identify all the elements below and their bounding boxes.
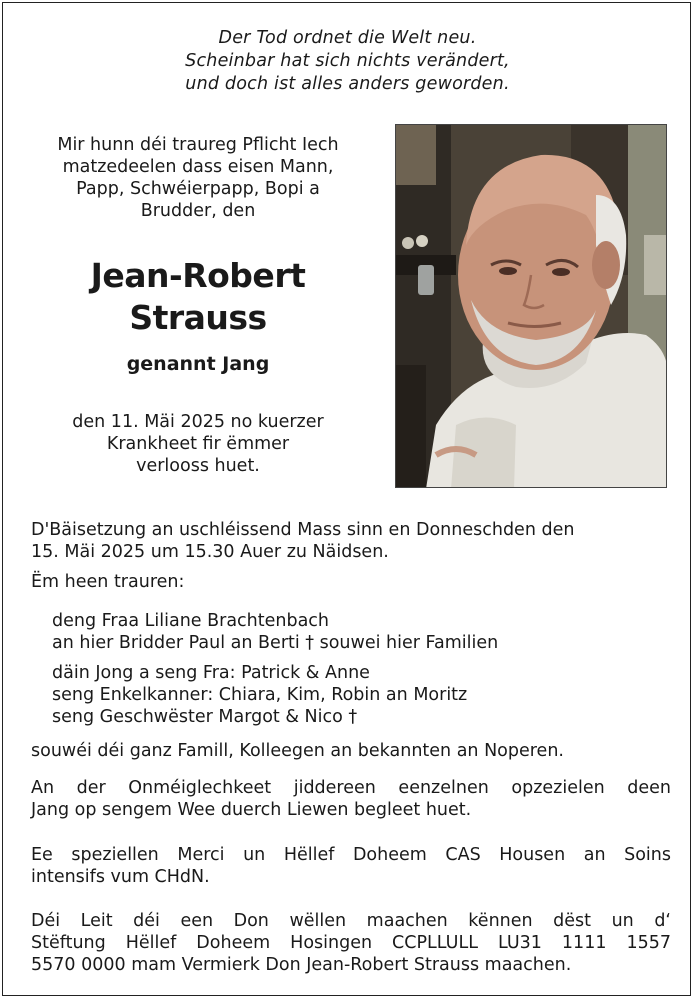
intro-text bbox=[14, 134, 382, 222]
deceased-first-name: Jean-Robert bbox=[90, 256, 306, 295]
motto-line: Scheinbar hat sich nichts verändert, bbox=[185, 51, 510, 71]
portrait-illustration bbox=[396, 125, 667, 488]
family-line: deng Fraa Liliane Brachtenbach bbox=[52, 611, 330, 631]
family-line: seng Geschwëster Margot & Nico † bbox=[52, 707, 358, 727]
intro-line: Papp, Schwéierpapp, Bopi a bbox=[76, 179, 320, 199]
family-group-spouse bbox=[52, 610, 672, 654]
portrait-photo bbox=[395, 124, 667, 488]
deceased-last-name: Strauss bbox=[129, 298, 267, 337]
donation-paragraph bbox=[31, 910, 671, 976]
family-line: an hier Bridder Paul an Berti † souwei hier Familien bbox=[52, 633, 499, 653]
deceased-nickname: genannt Jang bbox=[126, 353, 270, 375]
motto-quote bbox=[0, 27, 695, 96]
family-group-children bbox=[52, 662, 672, 728]
deceased-name bbox=[14, 255, 382, 339]
paragraph-line: Déi Leit déi een Don wëllen maachen kënnen dëst un d‘ bbox=[31, 911, 671, 931]
intro-line: Mir hunn déi traureg Pflicht Iech bbox=[57, 135, 339, 155]
death-line: Krankheet fir ëmmer bbox=[106, 434, 290, 454]
paragraph-line: Jang op sengem Wee duerch Liewen begleet huet. bbox=[31, 800, 472, 820]
funeral-line: D'Bäisetzung an uschléissend Mass sinn en Donneschden den bbox=[31, 520, 575, 540]
paragraph-line: Ee speziellen Merci un Hëllef Doheem CAS Housen an Soins bbox=[31, 845, 671, 865]
paragraph-line: intensifs vum CHdN. bbox=[31, 867, 210, 887]
intro-line: matzedeelen dass eisen Mann, bbox=[62, 157, 334, 177]
funeral-line: 15. Mäi 2025 um 15.30 Auer zu Näidsen. bbox=[31, 542, 389, 562]
mourners-heading: Ëm heen trauren: bbox=[31, 572, 185, 592]
family-line: seng Enkelkanner: Chiara, Kim, Robin an Moritz bbox=[52, 685, 468, 705]
funeral-details bbox=[31, 519, 671, 563]
acknowledgement-paragraph bbox=[31, 777, 671, 821]
death-line: den 11. Mäi 2025 no kuerzer bbox=[72, 412, 324, 432]
motto-line: und doch ist alles anders geworden. bbox=[185, 74, 510, 94]
intro-line: Brudder, den bbox=[140, 201, 256, 221]
motto-line: Der Tod ordnet die Welt neu. bbox=[218, 28, 477, 48]
paragraph-line: Stëftung Hëllef Doheem Hosingen CCPLLULL LU31 1111 1557 bbox=[31, 933, 671, 953]
extended-family: souwéi déi ganz Famill, Kolleegen an bekannten an Noperen. bbox=[31, 741, 564, 761]
death-notice bbox=[14, 411, 382, 477]
thanks-paragraph bbox=[31, 844, 671, 888]
paragraph-line: 5570 0000 mam Vermierk Don Jean-Robert Strauss maachen. bbox=[31, 955, 572, 975]
paragraph-line: An der Onméiglechkeet jiddereen eenzelnen opzezielen deen bbox=[31, 778, 671, 798]
death-line: verlooss huet. bbox=[136, 456, 260, 476]
family-line: däin Jong a seng Fra: Patrick & Anne bbox=[52, 663, 370, 683]
